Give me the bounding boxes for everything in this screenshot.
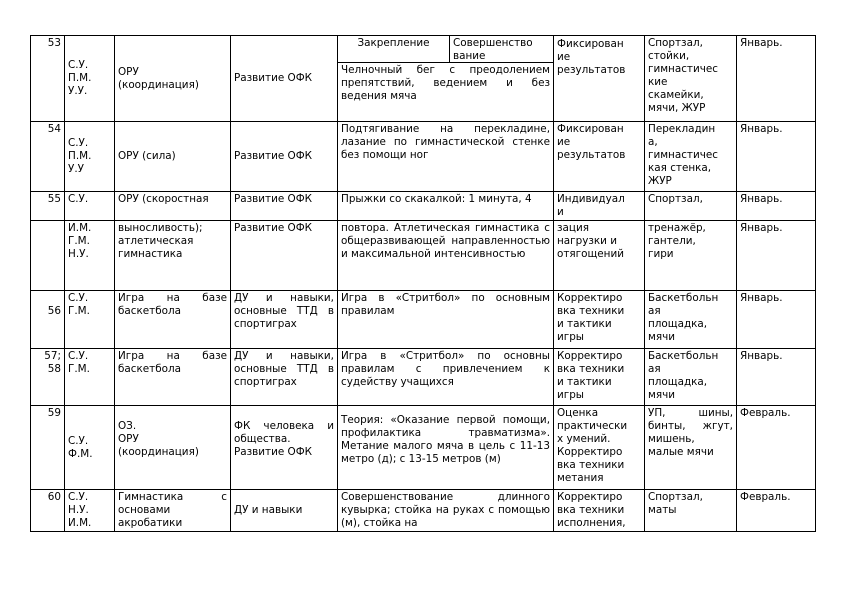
lesson-goal: Развитие ОФК: [231, 221, 338, 291]
lesson-content: Совершенствование длинного кувырка; стойка на руках с помощью (м), стойка на: [338, 490, 554, 532]
month: Февраль.: [737, 490, 816, 532]
control-type: Фиксирован ие результатов: [554, 36, 645, 122]
month: Январь.: [737, 36, 816, 122]
table-row: [31, 221, 816, 291]
teacher-codes: С.У. Г.М.: [65, 349, 115, 406]
lesson-type-improvement: Совершенство вание: [453, 37, 533, 62]
control-type: Индивидуал и: [554, 192, 645, 221]
lesson-goal: ДУ и навыки: [231, 490, 338, 532]
teacher-codes: С.У. Н.У. И.М.: [65, 490, 115, 532]
lesson-goal: ФК человека и общества. Развитие ОФК: [231, 406, 338, 490]
lesson-content: Прыжки со скакалкой: 1 минута, 4: [338, 192, 554, 221]
lesson-content: Теория: «Оказание первой помощи, профилактика травматизма». Метание малого мяча в цель с 11-13 метро (д); с 13-15 метров (м): [338, 406, 554, 490]
lesson-goal: Развитие ОФК: [231, 192, 338, 221]
table-row: [31, 36, 816, 122]
lesson-goal: ДУ и навыки, основные ТТД в спортиграх: [231, 349, 338, 406]
table-row: [31, 406, 816, 490]
lesson-topic: ОРУ (координация): [115, 36, 231, 122]
table-row: [31, 490, 816, 532]
lesson-content: повтора. Атлетическая гимнастика с общеразвивающей направленностью и максимальной интенсивностью: [338, 221, 554, 291]
month: Январь.: [737, 192, 816, 221]
lesson-number: 55: [31, 192, 65, 221]
lesson-content-text: Челночный бег с преодолением препятствий, ведением и без ведения мяча: [341, 64, 550, 102]
equipment: Баскетбольн ая площадка, мячи: [645, 349, 737, 406]
month: Январь.: [737, 221, 816, 291]
equipment: Спортзал, стойки, гимнастичес кие скамейки, мячи, ЖУР: [645, 36, 737, 122]
lesson-topic: выносливость); атлетическая гимнастика: [115, 221, 231, 291]
lesson-type-consolidation: Закрепление: [338, 36, 450, 62]
lesson-topic: ОЗ. ОРУ (координация): [115, 406, 231, 490]
equipment: УП, шины, бинты, жгут, мишень, малые мячи: [645, 406, 737, 490]
table-row: [31, 192, 816, 221]
equipment: Спортзал, маты: [645, 490, 737, 532]
equipment: Баскетбольн ая площадка, мячи: [645, 291, 737, 349]
table-row: [31, 291, 816, 349]
control-type: Корректиро вка техники и тактики игры: [554, 291, 645, 349]
month: Январь.: [737, 349, 816, 406]
lesson-topic: Игра на базе баскетбола: [115, 291, 231, 349]
lesson-number: 56: [31, 291, 65, 349]
lesson-number: [31, 221, 65, 291]
control-type: Оценка практически х умений. Корректиро вка техники метания: [554, 406, 645, 490]
month: Январь.: [737, 291, 816, 349]
equipment: тренажёр, гантели, гири: [645, 221, 737, 291]
lesson-content: [338, 36, 554, 122]
lesson-number: 60: [31, 490, 65, 532]
teacher-codes: С.У. П.М. У.У.: [65, 36, 115, 122]
teacher-codes: С.У. Г.М.: [65, 291, 115, 349]
control-type: Корректиро вка техники и тактики игры: [554, 349, 645, 406]
equipment: Перекладин а, гимнастичес кая стенка, ЖУР: [645, 122, 737, 192]
lesson-number: 57; 58: [31, 349, 65, 406]
teacher-codes: И.М. Г.М. Н.У.: [65, 221, 115, 291]
lesson-topic: ОРУ (сила): [115, 122, 231, 192]
month: Февраль.: [737, 406, 816, 490]
month: Январь.: [737, 122, 816, 192]
control-type: Фиксирован ие результатов: [554, 122, 645, 192]
lesson-goal: Развитие ОФК: [231, 36, 338, 122]
lesson-topic: ОРУ (скоростная: [115, 192, 231, 221]
lesson-plan-table: [30, 35, 816, 532]
control-type: зация нагрузки и отягощений: [554, 221, 645, 291]
equipment: Спортзал,: [645, 192, 737, 221]
lesson-goal: ДУ и навыки, основные ТТД в спортиграх: [231, 291, 338, 349]
lesson-content: Подтягивание на перекладине, лазание по гимнастической стенке без помощи ног: [338, 122, 554, 192]
lesson-number: 54: [31, 122, 65, 192]
teacher-codes: С.У. П.М. У.У: [65, 122, 115, 192]
table-row: [31, 349, 816, 406]
lesson-topic: Игра на базе баскетбола: [115, 349, 231, 406]
lesson-number: 53: [31, 36, 65, 122]
lesson-goal: Развитие ОФК: [231, 122, 338, 192]
lesson-topic: Гимнастика с основами акробатики: [115, 490, 231, 532]
lesson-content: Игра в «Стритбол» по основны правилам с привлечением к судейству учащихся: [338, 349, 554, 406]
lesson-number: 59: [31, 406, 65, 490]
control-type: Корректиро вка техники исполнения,: [554, 490, 645, 532]
teacher-codes: С.У. Ф.М.: [65, 406, 115, 490]
table-row: [31, 122, 816, 192]
lesson-content: Игра в «Стритбол» по основным правилам: [338, 291, 554, 349]
teacher-codes: С.У.: [65, 192, 115, 221]
